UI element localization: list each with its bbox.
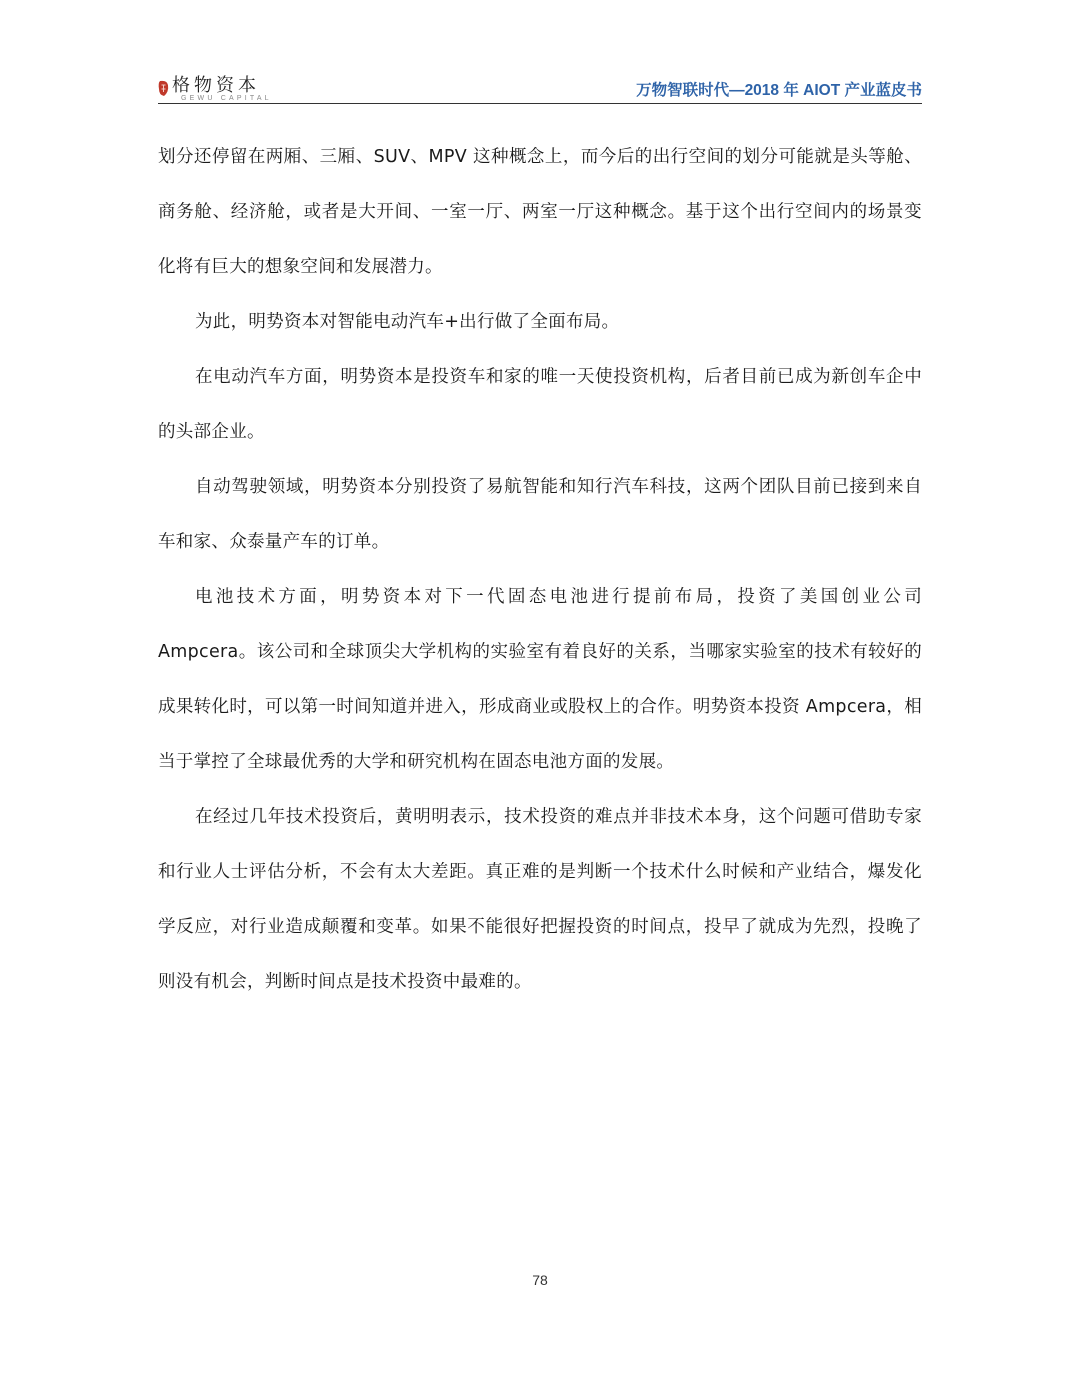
body-text [158,130,922,1010]
report-title: 万物智联时代—2018 年 AIOT 产业蓝皮书 [636,82,922,99]
paragraph: 自动驾驶领域，明势资本分别投资了易航智能和知行汽车科技，这两个团队目前已接到来自车和家、众泰量产车的订单。 [158,477,922,552]
logo-chinese-name: 格物资本 [172,75,260,96]
page-number: 78 [532,1272,548,1288]
page-header [158,72,922,104]
paragraph: 在电动汽车方面，明势资本是投资车和家的唯一天使投资机构，后者目前已成为新创车企中的头部企业。 [158,367,922,442]
logo-english-name: GEWU CAPITAL [181,95,272,102]
red-seal-icon [158,80,169,97]
paragraph: 电池技术方面，明势资本对下一代固态电池进行提前布局，投资了美国创业公司 Ampcera。该公司和全球顶尖大学机构的实验室有着良好的关系，当哪家实验室的技术有较好的成果转化时，可以第一时间知道并进入，形成商业或股权上的合作。明势资本投资 Ampcera，相当于掌控了全球最优秀的大学和研究机构在固态电池方面的发展。 [158,587,922,772]
paragraph: 在经过几年技术投资后，黄明明表示，技术投资的难点并非技术本身，这个问题可借助专家和行业人士评估分析，不会有太大差距。真正难的是判断一个技术什么时候和产业结合，爆发化学反应，对行业造成颠覆和变革。如果不能很好把握投资的时间点，投早了就成为先烈，投晚了则没有机会，判断时间点是技术投资中最难的。 [158,807,922,992]
paragraph-continuation: 划分还停留在两厢、三厢、SUV、MPV 这种概念上，而今后的出行空间的划分可能就是头等舱、商务舱、经济舱，或者是大开间、一室一厅、两室一厅这种概念。基于这个出行空间内的场景变化将有巨大的想象空间和发展潜力。 [158,147,922,277]
gewu-capital-logo [158,76,272,104]
paragraph: 为此，明势资本对智能电动汽车+出行做了全面布局。 [195,312,620,332]
header-divider [158,103,922,104]
